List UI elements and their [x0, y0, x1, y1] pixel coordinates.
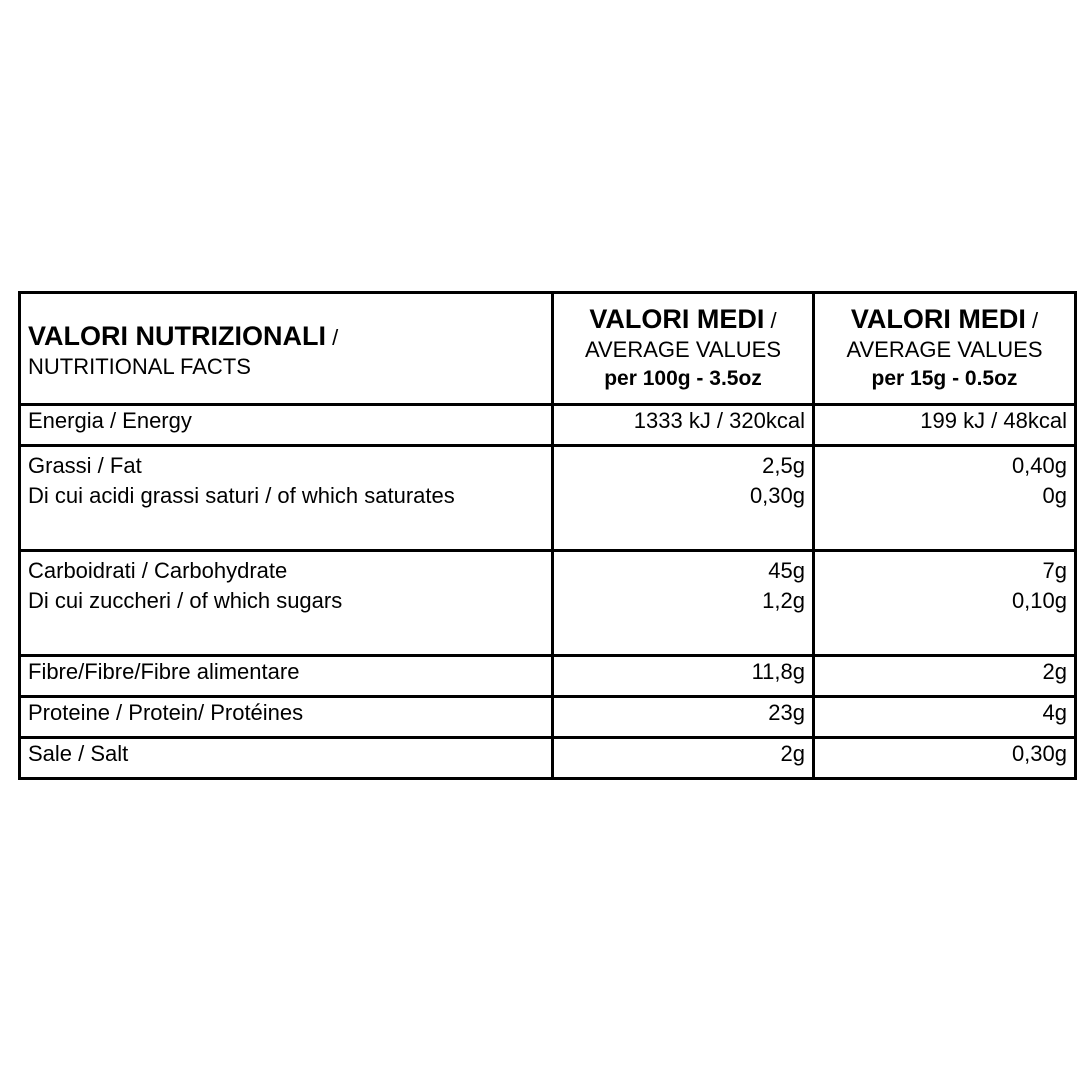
per-serving-value-cell [814, 656, 1076, 697]
nutrient-value: 23g [768, 700, 805, 725]
nutrient-sublabel: Di cui acidi grassi saturi / of which saturates [28, 483, 455, 508]
nutrient-value: 0,30g [1011, 741, 1067, 766]
per-100g-value-cell [553, 551, 814, 656]
table-header-row [20, 293, 1076, 405]
column-title: VALORI MEDI [589, 304, 765, 334]
nutrient-label-cell [20, 405, 553, 446]
nutrition-facts-table [18, 291, 1077, 780]
per-serving-value-cell [814, 405, 1076, 446]
nutrient-label: Proteine / Protein/ Protéines [28, 700, 304, 725]
per-100g-value-cell [553, 405, 814, 446]
table-row-energy [20, 405, 1076, 446]
nutrition-title: VALORI NUTRIZIONALI [28, 321, 326, 351]
column-title-slash: / [764, 308, 777, 333]
column-subtitle: AVERAGE VALUES [846, 337, 1043, 362]
table-row-protein [20, 697, 1076, 738]
per-serving-header-cell [814, 293, 1076, 405]
nutrient-label: Carboidrati / Carbohydrate [28, 558, 288, 583]
nutrient-value: 4g [1042, 700, 1067, 725]
nutrient-value: 199 kJ / 48kcal [920, 408, 1067, 433]
nutrient-label-cell [20, 446, 553, 551]
nutrient-value: 2g [1042, 659, 1067, 684]
per-serving-value-cell [814, 697, 1076, 738]
table-row-salt [20, 738, 1076, 779]
nutrient-subvalue: 0,30g [749, 483, 805, 508]
nutrient-label-cell [20, 697, 553, 738]
per-100g-value-cell [553, 738, 814, 779]
per-100g-value-cell [553, 656, 814, 697]
nutrient-sublabel: Di cui zuccheri / of which sugars [28, 588, 343, 613]
nutrient-label-cell [20, 738, 553, 779]
column-subtitle: AVERAGE VALUES [584, 337, 782, 362]
nutrient-subvalue: 1,2g [762, 588, 805, 613]
table-row-fat [20, 446, 1076, 551]
per-serving-value-cell [814, 446, 1076, 551]
nutrient-value: 45g [768, 558, 805, 583]
table-row-carbohydrate [20, 551, 1076, 656]
per-100g-value-cell [553, 446, 814, 551]
table-row-fibre [20, 656, 1076, 697]
nutrient-label: Sale / Salt [28, 741, 129, 766]
nutrient-label-cell [20, 551, 553, 656]
per-100g-header-cell [553, 293, 814, 405]
nutrient-value: 7g [1042, 558, 1067, 583]
nutrient-label: Grassi / Fat [28, 453, 142, 478]
nutrient-label: Energia / Energy [28, 408, 192, 433]
nutrient-value: 0,40g [1011, 453, 1067, 478]
title-slash: / [325, 325, 339, 350]
per-serving-value-cell [814, 551, 1076, 656]
column-portion: per 100g - 3.5oz [604, 367, 762, 390]
nutrient-subvalue: 0g [1042, 483, 1067, 508]
nutrient-label: Fibre/Fibre/Fibre alimentare [28, 659, 300, 684]
column-portion: per 15g - 0.5oz [871, 367, 1018, 390]
per-serving-value-cell [814, 738, 1076, 779]
nutrient-value: 2g [780, 741, 805, 766]
nutrient-label-cell [20, 656, 553, 697]
nutrition-title-english: NUTRITIONAL FACTS [28, 354, 251, 379]
per-100g-value-cell [553, 697, 814, 738]
nutrient-subvalue: 0,10g [1011, 588, 1067, 613]
nutrient-value: 1333 kJ / 320kcal [633, 408, 805, 433]
nutrient-value: 2,5g [762, 453, 805, 478]
column-title-slash: / [1025, 308, 1039, 333]
nutrient-value: 11,8g [751, 659, 805, 684]
nutrition-title-cell [20, 293, 553, 405]
column-title: VALORI MEDI [850, 304, 1026, 334]
